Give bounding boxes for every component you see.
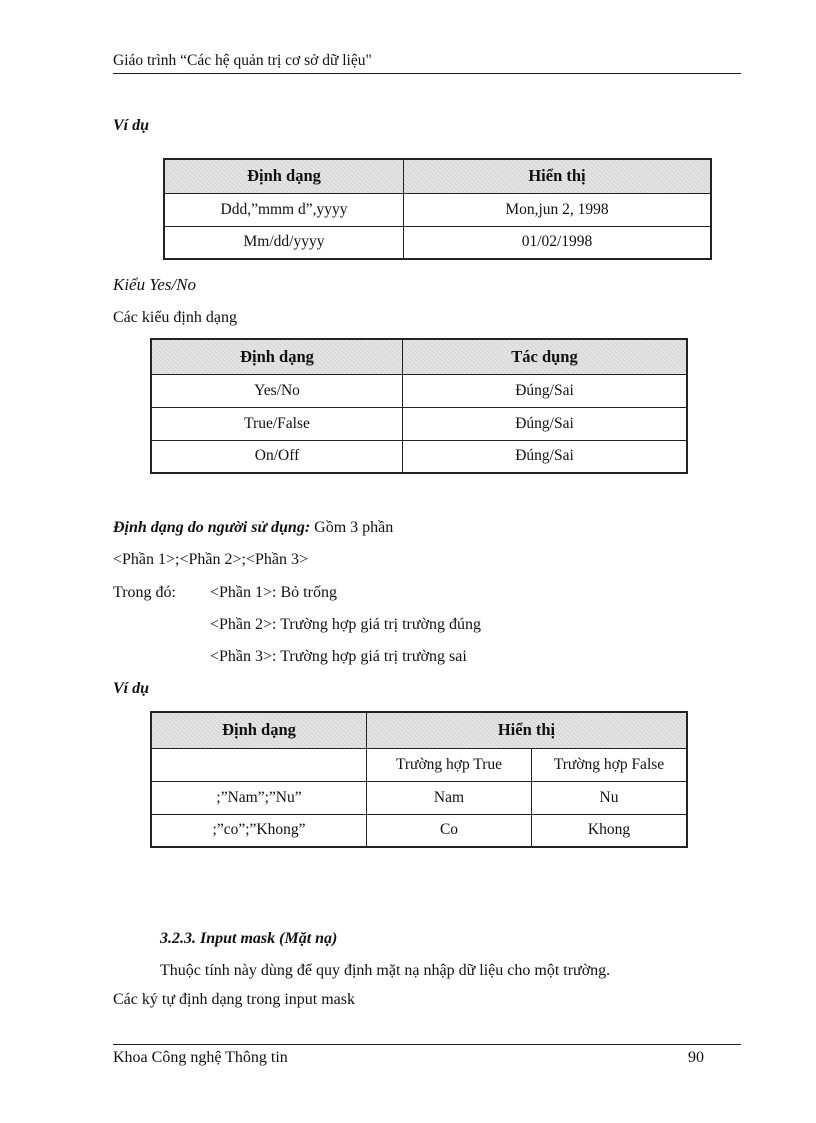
table-cell: Mon,jun 2, 1998 — [404, 193, 712, 226]
example-heading-1: Ví dụ — [113, 117, 150, 134]
yesno-header-effect: Tác dụng — [403, 339, 688, 374]
page-header-title: Giáo trình “Các hệ quản trị cơ sở dữ liệu" — [113, 52, 372, 69]
table-row — [164, 226, 711, 259]
table-row — [151, 374, 687, 407]
custom-format-table — [150, 711, 688, 848]
table-cell: Khong — [532, 814, 688, 847]
header-rule — [113, 73, 741, 74]
table-cell: ;”Nam”;”Nu” — [151, 781, 367, 814]
table-row — [151, 440, 687, 473]
table-cell: Yes/No — [151, 374, 403, 407]
table-row — [151, 781, 687, 814]
table-row — [151, 407, 687, 440]
table-cell: Đúng/Sai — [403, 407, 688, 440]
custom-table-header-format: Định dạng — [151, 712, 367, 748]
table-cell: ;”co”;”Khong” — [151, 814, 367, 847]
part-item: <Phần 3>: Trường hợp giá trị trường sai — [210, 648, 467, 665]
section-heading: 3.2.3. Input mask (Mặt nạ) — [160, 930, 338, 947]
yesno-title: Kiểu Yes/No — [113, 275, 196, 294]
table-cell-empty — [151, 748, 367, 781]
date-table-header-format: Định dạng — [164, 159, 404, 193]
custom-format-syntax: <Phần 1>;<Phần 2>;<Phần 3> — [113, 551, 309, 568]
page-number: 90 — [688, 1049, 704, 1066]
subheader-false: Trường hợp False — [532, 748, 688, 781]
footer-rule — [113, 1044, 741, 1045]
date-format-table — [163, 158, 712, 260]
example-heading-2: Ví dụ — [113, 680, 150, 697]
yesno-format-table — [150, 338, 688, 474]
table-cell: On/Off — [151, 440, 403, 473]
date-table-header-display: Hiển thị — [404, 159, 712, 193]
table-cell: Mm/dd/yyyy — [164, 226, 404, 259]
table-cell: Đúng/Sai — [403, 374, 688, 407]
table-cell: 01/02/1998 — [404, 226, 712, 259]
footer-department: Khoa Công nghệ Thông tin — [113, 1049, 288, 1066]
subheader-true: Trường hợp True — [367, 748, 532, 781]
table-cell: Nam — [367, 781, 532, 814]
where-label: Trong đó: — [113, 584, 176, 601]
custom-format-text: Gồm 3 phần — [310, 519, 394, 536]
table-cell: Ddd,”mmm d”,yyyy — [164, 193, 404, 226]
custom-format-paragraph — [113, 519, 393, 537]
table-cell: Co — [367, 814, 532, 847]
part-item: <Phần 1>: Bỏ trống — [210, 584, 337, 601]
table-row — [151, 814, 687, 847]
table-cell: True/False — [151, 407, 403, 440]
custom-table-header-display: Hiển thị — [367, 712, 688, 748]
table-cell: Nu — [532, 781, 688, 814]
table-row — [164, 193, 711, 226]
yesno-intro: Các kiểu định dạng — [113, 309, 237, 326]
part-item: <Phần 2>: Trường hợp giá trị trường đúng — [210, 616, 482, 633]
section-paragraph-2: Các ký tự định dạng trong input mask — [113, 991, 355, 1008]
section-paragraph-1: Thuộc tính này dùng để quy định mặt nạ nhập dữ liệu cho một trường. — [160, 962, 611, 979]
custom-format-label: Định dạng do người sử dụng: — [113, 519, 311, 536]
table-row — [151, 748, 687, 781]
table-cell: Đúng/Sai — [403, 440, 688, 473]
yesno-header-format: Định dạng — [151, 339, 403, 374]
